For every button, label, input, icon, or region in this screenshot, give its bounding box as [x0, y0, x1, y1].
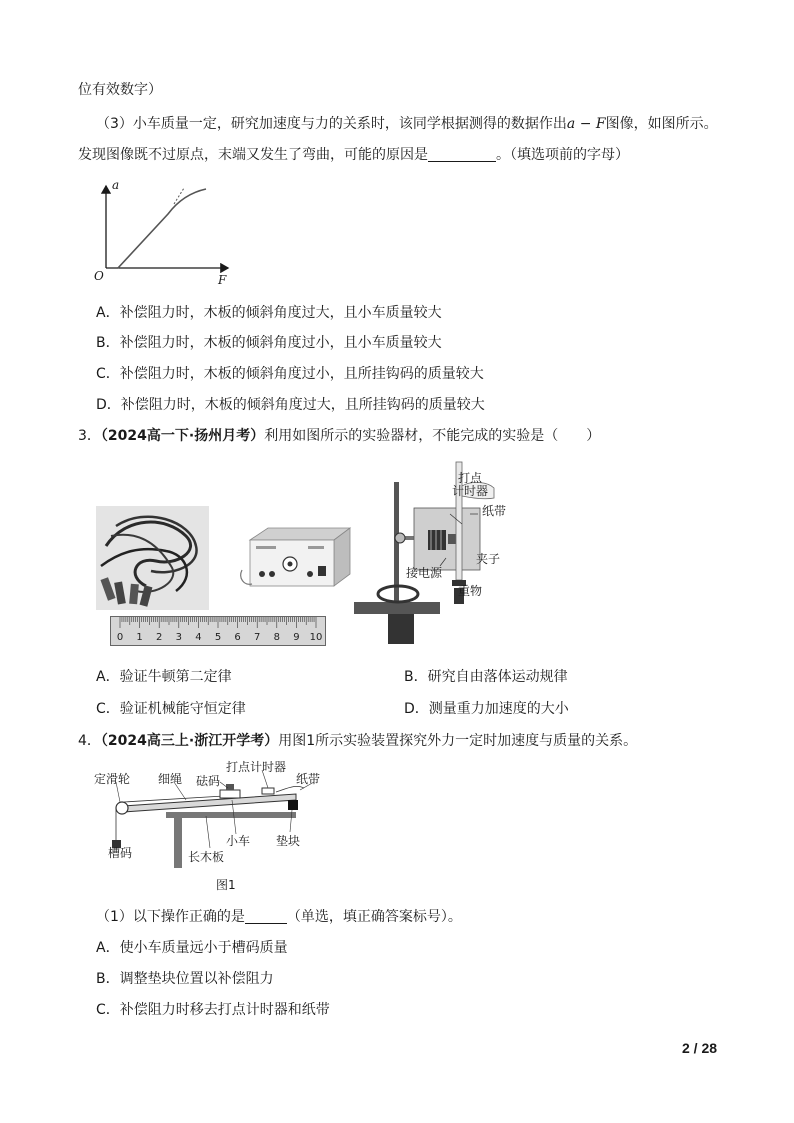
ruler-number: 3 — [175, 632, 182, 643]
q3-option-a[interactable]: A．验证牛顿第二定律 — [96, 669, 232, 685]
label-power: 接电源 — [406, 566, 443, 580]
answer-blank[interactable] — [428, 161, 496, 162]
ruler-number: 1 — [136, 632, 143, 643]
block — [288, 800, 298, 810]
label-timer: 打点 计时器 — [451, 471, 488, 498]
q4-option-b[interactable]: B．调整垫块位置以补偿阻力 — [96, 971, 274, 987]
q4-stem-text: 用图1所示实验装置探究外力一定时加速度与质量的关系。 — [278, 733, 638, 749]
figure-1-caption: 图1 — [216, 878, 236, 892]
table-leg — [174, 818, 182, 868]
ruler — [110, 616, 326, 646]
label-clip: 夹子 — [476, 552, 501, 566]
q4-sub1-post: （单选，填正确答案标号）。 — [286, 909, 462, 925]
cables-photo — [96, 506, 209, 610]
ruler-number: 6 — [234, 632, 241, 643]
page-number: 2 / 28 — [682, 1040, 718, 1056]
ruler-number: 10 — [309, 632, 323, 643]
label-pulley: 定滑轮 — [94, 772, 131, 786]
ruler-number: 7 — [254, 632, 261, 643]
q3-sub-line1 — [96, 114, 718, 134]
ruler-number: 5 — [214, 632, 222, 643]
label-weight: 重物 — [458, 584, 483, 598]
label-board: 长木板 — [188, 850, 225, 864]
stand-foot — [388, 614, 414, 644]
label-tape: 纸带 — [482, 504, 507, 518]
power-supply-photo — [238, 522, 352, 596]
continuation-text: 位有效数字） — [78, 82, 162, 98]
q3-number: 3． — [78, 428, 101, 444]
timer — [262, 788, 274, 794]
q3-sub-line1-pre: （3）小车质量一定，研究加速度与力的关系时，该同学根据测得的数据作出 — [96, 116, 567, 132]
ruler-number: 9 — [293, 632, 300, 643]
label-rope: 细绳 — [158, 772, 183, 786]
q3-sub-line1-post: 图像，如图所示。 — [605, 116, 718, 132]
q3-option-b[interactable]: B．研究自由落体运动规律 — [404, 669, 568, 685]
q4-option-c[interactable]: C．补偿阻力时移去打点计时器和纸带 — [96, 1002, 330, 1018]
q3-sub-math: a − F — [566, 116, 606, 132]
q3-stem — [78, 426, 600, 446]
q3-stem-text: 利用如图所示的实验器材，不能完成的实验是（ ） — [264, 428, 601, 444]
a-f-graph — [88, 176, 238, 288]
label-timer-4: 打点计时器 — [226, 760, 287, 774]
q3-option-c[interactable]: C．验证机械能守恒定律 — [96, 701, 246, 717]
pulley — [116, 802, 128, 814]
label-block: 垫块 — [276, 834, 301, 848]
q3-sub-line2-post: 。（填选项前的字母） — [496, 147, 629, 163]
label-tape-4: 纸带 — [296, 772, 321, 786]
car — [220, 790, 240, 798]
stand-rod — [394, 482, 399, 614]
timer-board — [414, 508, 480, 570]
ruler-number: 0 — [116, 632, 124, 643]
graph-origin-label: O — [94, 269, 104, 283]
q4-sub1 — [96, 907, 462, 927]
ruler-number: 8 — [273, 632, 280, 643]
q3-option-d[interactable]: D．测量重力加速度的大小 — [404, 701, 569, 717]
q3-sub-line2 — [78, 145, 629, 165]
q3-sub-line2-pre: 发现图像既不过原点，末端又发生了弯曲，可能的原因是 — [78, 147, 428, 163]
ruler-number: 2 — [156, 632, 163, 643]
table-top — [166, 812, 296, 818]
q3-sub-option-a[interactable]: A．补偿阻力时，木板的倾斜角度过大，且小车质量较大 — [96, 305, 442, 321]
label-hook-weights: 槽码 — [108, 846, 133, 860]
q3-sub-option-c[interactable]: C．补偿阻力时，木板的倾斜角度过小，且所挂钩码的质量较大 — [96, 366, 484, 382]
q4-answer-blank[interactable] — [245, 923, 287, 924]
q3-sub-option-b[interactable]: B．补偿阻力时，木板的倾斜角度过小，且小车质量较大 — [96, 335, 442, 351]
label-weights: 砝码 — [196, 774, 221, 788]
q4-stem — [78, 731, 637, 751]
q4-option-a[interactable]: A．使小车质量远小于槽码质量 — [96, 940, 288, 956]
label-car: 小车 — [226, 834, 251, 848]
graph-x-label: F — [218, 273, 227, 287]
graph-y-label: a — [112, 178, 120, 192]
a-f-curve — [118, 189, 206, 268]
q3-source: （2024高一下·扬州月考） — [100, 428, 265, 444]
q4-number: 4． — [78, 733, 101, 749]
stand-base — [354, 602, 440, 614]
q3-sub-option-d[interactable]: D．补偿阻力时，木板的倾斜角度过大，且所挂钩码的质量较大 — [96, 397, 485, 413]
ruler-number: 4 — [195, 632, 202, 643]
q4-sub1-pre: （1）以下操作正确的是 — [96, 909, 245, 925]
q4-source: （2024高三上·浙江开学考） — [100, 733, 279, 749]
